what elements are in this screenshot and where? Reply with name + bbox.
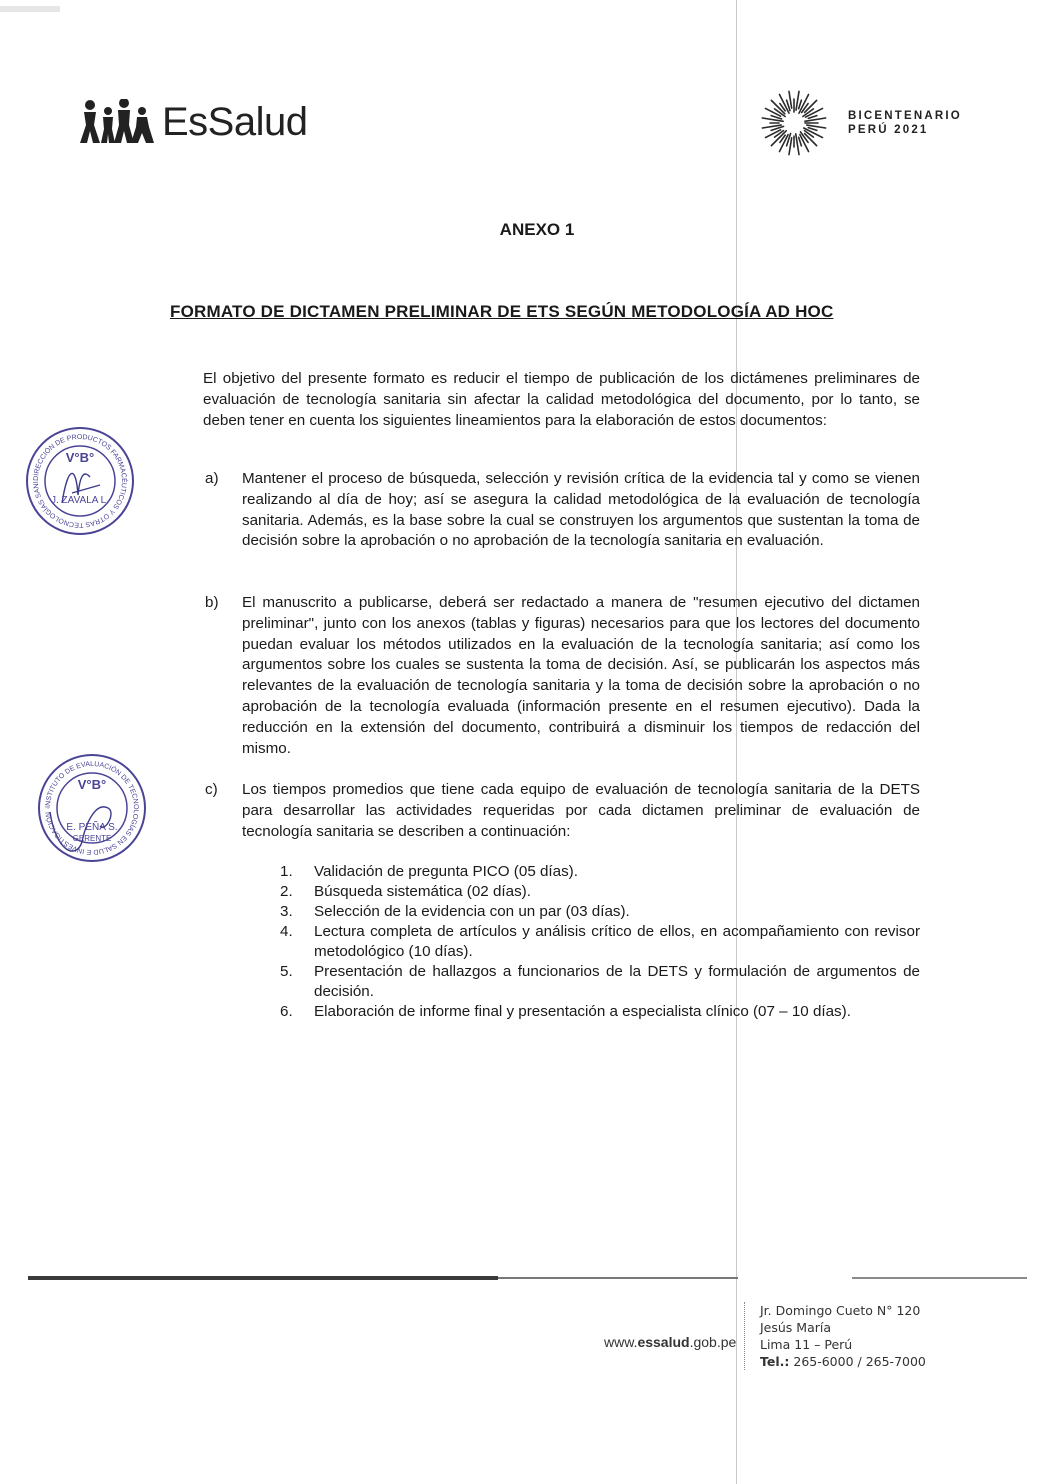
step-item (280, 922, 920, 962)
stamp-role: GERENTE (72, 834, 112, 843)
bicentenario-line1: BICENTENARIO (848, 110, 962, 122)
list-item-text: El manuscrito a publicarse, deberá ser redactado a manera de "resumen ejecutivo del dictamen preliminar", junto con los anexos (tablas y figuras) necesarios para que los lectores del documento puedan evaluar los métodos utilizados en la evaluación de la tecnología sanitaria; así como los argumentos sobre los cuales se sustenta la toma de decisión. Así, se publicarán los aspectos más relevantes de la evaluación de tecnología sanitaria y la toma de decisión sobre la aprobación o no aprobación de la tecnología evaluada (información presente en el resumen ejecutivo). Dada la reducción en la extensión del documento, contribuirá a disminuir los tiempos de redacción del mismo. (242, 594, 920, 757)
web-domain: essalud (637, 1334, 690, 1350)
annex-heading: ANEXO 1 (499, 220, 575, 239)
stamp-name: E. PEÑA S. (66, 822, 118, 833)
svg-text:INSTITUTO DE EVALUACIÓN DE TEC: INSTITUTO DE EVALUACIÓN DE TECNOLOGÍAS EN SALUD E INVESTIGACIÓN · (44, 760, 140, 856)
intro-paragraph: El objetivo del presente formato es reducir el tiempo de publicación de los dictámenes preliminares de evaluación de tecnología sanitaria sin afectar la calidad metodológica del documento, por lo tanto, se deben tener en cuenta los siguientes lineamientos para la elaboración de estos documentos: (203, 370, 920, 429)
list-item-c (205, 780, 920, 842)
step-item (280, 882, 920, 902)
footer-rule (852, 1277, 1027, 1279)
bicentenario-line2: PERÚ 2021 (848, 124, 929, 136)
stamp-vb-label: V°B° (65, 450, 95, 465)
list-item-b (205, 593, 920, 759)
phone-line (760, 1353, 926, 1370)
sunburst-ray (789, 91, 792, 108)
sunburst-ray (808, 116, 817, 119)
step-text: Lectura completa de artículos y análisis crítico de ellos, en acompañamiento con revisor metodológico (10 días). (314, 923, 920, 960)
step-number: 3. (280, 903, 293, 920)
step-item (280, 962, 920, 1002)
stamp-seal-icon (24, 425, 136, 537)
sunburst-ray (799, 137, 802, 146)
bicentenario-logo (756, 86, 962, 160)
approval-stamp (24, 425, 136, 537)
website-link[interactable] (604, 1334, 736, 1350)
step-number: 4. (280, 923, 293, 940)
timeline-steps (280, 862, 920, 1022)
address-separator (744, 1302, 745, 1370)
step-text: Búsqueda sistemática (02 días). (314, 883, 531, 900)
step-item (280, 862, 920, 882)
address-block (760, 1302, 926, 1370)
phone-label: Tel.: (760, 1354, 790, 1369)
svg-text:DIRECCIÓN DE PRODUCTOS FARMACÉ: DIRECCIÓN DE PRODUCTOS FARMACÉUTICOS Y OTRAS TECNOLOGÍAS SANI (32, 433, 128, 529)
address-line: Jesús María (760, 1320, 832, 1335)
step-number: 2. (280, 883, 293, 900)
scan-artifact (0, 6, 60, 12)
stamp-vb-label: V°B° (77, 777, 107, 792)
phone-value: 265-6000 / 265-7000 (789, 1354, 926, 1369)
step-item (280, 1002, 920, 1022)
sunburst-ray (789, 138, 792, 155)
step-number: 1. (280, 863, 293, 880)
step-text: Presentación de hallazgos a funcionarios de la DETS y formulación de argumentos de decisión. (314, 963, 920, 1000)
web-prefix: www. (604, 1334, 638, 1350)
stamp-name: J. ZAVALA L. (51, 495, 109, 506)
step-text: Elaboración de informe final y presentación a especialista clínico (07 – 10 días). (314, 1003, 851, 1020)
footer-rule (28, 1276, 498, 1280)
list-marker: c) (205, 781, 218, 798)
step-number: 6. (280, 1003, 293, 1020)
address-line: Lima 11 – Perú (760, 1337, 853, 1352)
sunburst-icon (756, 86, 840, 160)
approval-stamp (36, 752, 148, 864)
step-text: Validación de pregunta PICO (05 días). (314, 863, 578, 880)
address-line: Jr. Domingo Cueto N° 120 (760, 1303, 921, 1318)
document-title: FORMATO DE DICTAMEN PRELIMINAR DE ETS SEGÚN METODOLOGÍA AD HOC (170, 302, 834, 321)
web-suffix: .gob.pe (689, 1334, 737, 1350)
sunburst-ray (808, 128, 817, 131)
list-item-a (205, 469, 920, 552)
list-item-text: Mantener el proceso de búsqueda, selección y revisión crítica de la evidencia tal y como se vienen realizando al día de hoy; así se asegura la calidad metodológica de la evaluación de tecnología sanitaria. Además, es la base sobre la cual se construyen los argumentos que sustentan la toma de decisión sobre la aprobación o no aprobación de la tecnología sanitaria en evaluación. (242, 470, 920, 550)
logo-wordmark: EsSalud (162, 99, 308, 144)
footer-rule (498, 1277, 738, 1279)
list-item-text: Los tiempos promedios que tiene cada equipo de evaluación de tecnología sanitaria de la DETS para desarrollar las actividades requeridas por cada dictamen preliminar de evaluación de tecnología sanitaria se describen a continuación: (242, 781, 920, 840)
sunburst-ray (799, 100, 802, 109)
step-text: Selección de la evidencia con un par (03 días). (314, 903, 630, 920)
list-marker: a) (205, 470, 219, 487)
step-number: 5. (280, 963, 293, 980)
stamp-seal-icon (36, 752, 148, 864)
step-item (280, 902, 920, 922)
list-marker: b) (205, 594, 219, 611)
essalud-logo (80, 92, 307, 152)
family-icon (80, 99, 158, 145)
